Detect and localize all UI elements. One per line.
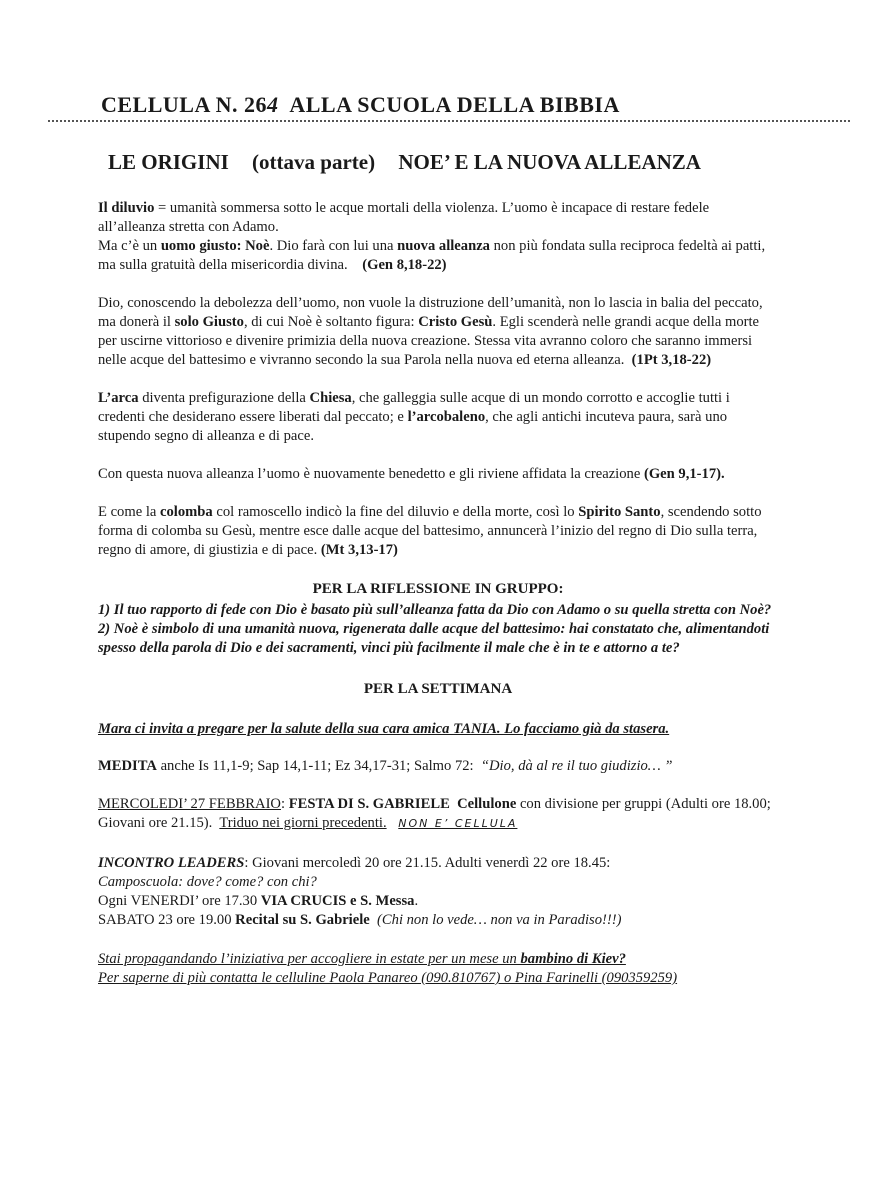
week-heading: PER LA SETTIMANA [363, 681, 513, 697]
bible-reference: (Mt 3,13-17) [320, 542, 398, 558]
meditate-line: MEDITA anche Is 11,1-9; Sap 14,1-11; Ez 34,17-31; Salmo 72: “Dio, dà al re il tuo giudizio… ” [98, 758, 673, 774]
paragraph-alleanza: Con questa nuova alleanza l’uomo è nuovamente benedetto e gli riviene affidata la creazione (Gen 9,1-17). [98, 466, 725, 482]
contact-line: Per saperne di più contatta le celluline Paola Panareo (090.810767) o Pina Farinelli (090359259) [98, 970, 678, 986]
page-subtitle: LE ORIGINI (ottava parte) NOE’ E LA NUOVA ALLEANZA [108, 150, 701, 174]
paragraph-diluvio: Il diluvio = umanità sommersa sotto le acque mortali della violenza. L’uomo è incapace di restare fedele all’alleanza stretta con Adamo. Ma c’è un uomo giusto: Noè. Dio farà con lui una nuova alleanza non più fondata sulla reciproca fedeltà ai patti, ma sulla gratuità della misericordia divina. (Gen 8,18-22) [98, 200, 766, 273]
dotted-divider [48, 120, 850, 122]
kiev-initiative-notice: Stai propagandando l’iniziativa per accogliere in estate per un mese un bambino di Kiev? [98, 951, 626, 967]
bible-reference: (1Pt 3,18-22) [631, 352, 712, 368]
reflection-question-2: 2) Noè è simbolo di una umanità nuova, rigenerata dalle acque del battesimo: hai constatato che, alimentandoti spesso della parola di Dio e dei sacramenti, vinci più facilmente il male che è in te e attorno a te? [98, 621, 770, 656]
schedule-block: INCONTRO LEADERS: Giovani mercoledì 20 ore 21.15. Adulti venerdì 22 ore 18.45: Camposcuola: dove? come? con chi? Ogni VENERDI’ ore 17.30 VIA CRUCIS e S. Messa. SABATO 23 ore 19.00 Recital su S. Gabriele (Chi non lo vede… non va in Paradiso!!!) [98, 855, 622, 928]
paragraph-cristo: Dio, conoscendo la debolezza dell’uomo, non vuole la distruzione dell’umanità, non lo lascia in balia del peccato, ma donerà il solo Giusto, di cui Noè è soltanto figura: Cristo Gesù. Egli scenderà nelle grandi acque della morte per uscirne vittorioso e divenire primizia della nuova creazione. Stessa vita avranno coloro che saranno immersi nelle acque del battesimo e vivranno secondo la sua Parola nella nuova ed eterna alleanza. (1Pt 3,18-22) [98, 295, 763, 368]
prayer-notice: Mara ci invita a pregare per la salute della sua cara amica TANIA. Lo facciamo già da stasera. [98, 721, 670, 737]
reflection-question-1: 1) Il tuo rapporto di fede con Dio è basato più sull’alleanza fatta da Dio con Adamo o su quella stretta con Noè? [98, 602, 772, 618]
paragraph-colomba: E come la colomba col ramoscello indicò la fine del diluvio e della morte, così lo Spirito Santo, scendendo sotto forma di colomba su Gesù, mentre esce dalle acque del battesimo, annuncerà l’inizio del regno di Dio sulla terra, regno di amore, di giustizia e di pace. (Mt 3,13-17) [98, 504, 762, 558]
reflection-heading: PER LA RIFLESSIONE IN GRUPPO: [312, 581, 564, 597]
header-title: CELLULA N. 264 ALLA SCUOLA DELLA BIBBIA [101, 92, 620, 117]
bible-reference: (Gen 9,1-17). [643, 466, 725, 482]
document-body [98, 199, 778, 988]
feast-announcement: MERCOLEDI’ 27 FEBBRAIO: FESTA DI S. GABRIELE Cellulone con divisione per gruppi (Adulti ore 18.00; Giovani ore 21.15). Triduo nei giorni precedenti. NON E’ CELLULA [98, 796, 771, 831]
paragraph-arca: L’arca diventa prefigurazione della Chiesa, che galleggia sulle acque di un mondo corrotto e accoglie tutti i credenti che desiderano essere liberati dal peccato; e l’arcobaleno, che agli antichi incuteva paura, sarà uno stupendo segno di alleanza e di pace. [98, 390, 730, 444]
handwritten-digit: 4 [267, 92, 279, 117]
bible-reference: (Gen 8,18-22) [362, 257, 447, 273]
handwritten-note: NON E’ CELLULA [398, 817, 518, 830]
